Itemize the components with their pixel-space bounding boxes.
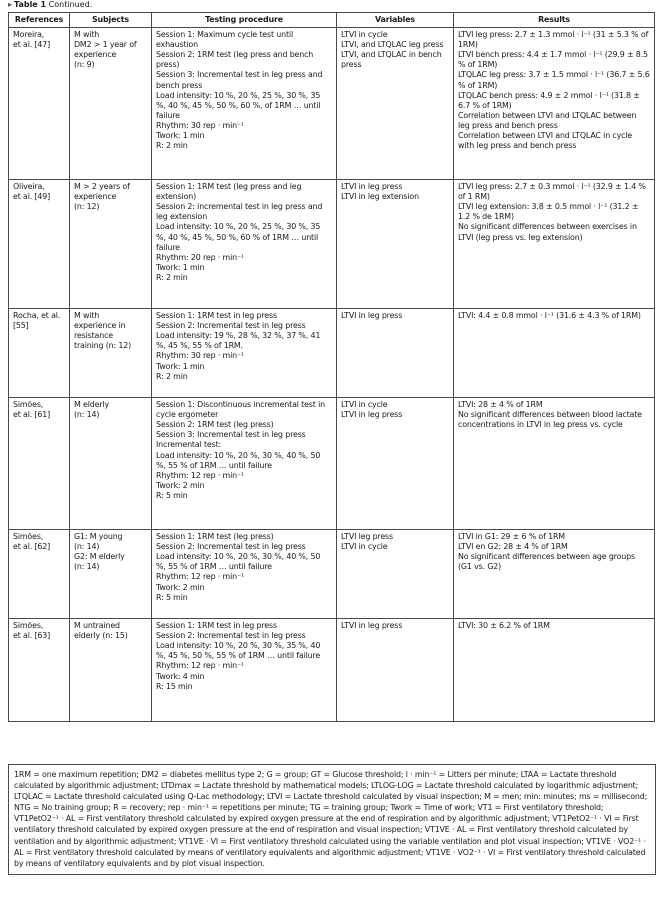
variables-cell [337, 309, 454, 398]
procedure-line: Session 1: 1RM test in leg press [156, 311, 277, 321]
caption-label: Table 1 [14, 0, 47, 9]
reference-cell [9, 28, 70, 180]
table-row [9, 530, 655, 619]
subjects-line: DM2 > 1 year of [74, 40, 137, 50]
procedure-line: Incremental test: [156, 440, 222, 450]
caption-text: Continued. [48, 0, 93, 9]
variables-line: LTVI in leg press [341, 621, 403, 631]
subjects-cell [70, 619, 152, 722]
subjects-line: (n: 14) [74, 410, 100, 420]
procedure-line: Twork: 2 min [156, 480, 205, 490]
procedure-line: Session 1: Maximum cycle test until exhaustion [156, 30, 293, 50]
procedure-line: Session 1: 1RM test (leg press) [156, 532, 274, 542]
reference-cell [9, 398, 70, 530]
procedure-line: Load intensity: 10 %, 20 %, 30 %, 35 %, 40 %, 45 %, 50 %, 55 % of 1RM … until failure [156, 641, 321, 661]
reference-line: et al. [63] [13, 631, 51, 641]
subjects-line: M > 2 years of [74, 182, 130, 192]
reference-line: et al. [49] [13, 192, 51, 202]
variables-cell [337, 28, 454, 180]
reference-cell [9, 619, 70, 722]
subjects-cell [70, 28, 152, 180]
header-testing-procedure: Testing procedure [152, 13, 337, 28]
results-cell [454, 530, 655, 619]
subjects-line: (n: 14) [74, 562, 100, 572]
table-caption [8, 0, 92, 10]
reference-line: et al. [62] [13, 542, 51, 552]
procedure-line: Session 2: Incremental test in leg press [156, 631, 306, 641]
subjects-line: G2: M elderly [74, 552, 125, 562]
variables-line: LTVI in leg press [341, 311, 403, 321]
header-results: Results [454, 13, 655, 28]
subjects-line: resistance [74, 331, 113, 341]
header-row [9, 13, 655, 28]
procedure-cell [152, 28, 337, 180]
results-line: LTVI leg press: 2.7 ± 0.3 mmol · l⁻¹ (32.9 ± 1.4 % of 1 RM) [458, 182, 646, 202]
variables-line: LTVI in cycle [341, 400, 388, 410]
results-line: Correlation between LTVI and LTQLAC between leg press and bench press [458, 110, 637, 130]
procedure-cell [152, 530, 337, 619]
reference-line: Rocha, et al. [13, 311, 61, 321]
results-cell [454, 180, 655, 309]
procedure-line: Load intensity: 10 %, 20 %, 25 %, 30 %, 35 %, 40 %, 45 %, 50 %, 60 %, of 1RM … until failure [156, 90, 321, 120]
procedure-cell [152, 180, 337, 309]
reference-line: et al. [61] [13, 410, 51, 420]
results-line: LTVI: 30 ± 6.2 % of 1RM [458, 621, 550, 631]
reference-line: [55] [13, 321, 29, 331]
procedure-cell [152, 398, 337, 530]
results-line: LTVI: 28 ± 4 % of 1RM [458, 400, 543, 410]
subjects-line: training (n: 12) [74, 341, 132, 351]
procedure-line: Twork: 2 min [156, 582, 205, 592]
reference-line: Simões, [13, 400, 44, 410]
variables-cell [337, 619, 454, 722]
variables-line: LTVI, and LTQLAC in bench press [341, 50, 442, 70]
table-row [9, 398, 655, 530]
variables-line: LTVI in cycle [341, 30, 388, 40]
subjects-line: elderly (n: 15) [74, 631, 128, 641]
results-line: LTVI leg extension: 3.8 ± 0.5 mmol · l⁻¹ (31.2 ± 1.2 % de 1RM) [458, 202, 639, 222]
subjects-cell [70, 398, 152, 530]
procedure-line: Session 1: 1RM test in leg press [156, 621, 277, 631]
variables-cell [337, 180, 454, 309]
results-cell [454, 398, 655, 530]
procedure-line: Session 3: Incremental test in leg press [156, 430, 306, 440]
table-row [9, 619, 655, 722]
procedure-line: R: 2 min [156, 272, 188, 282]
results-cell [454, 309, 655, 398]
subjects-line: M with [74, 311, 100, 321]
procedure-line: Session 2: 1RM test (leg press and bench press) [156, 50, 314, 70]
results-line: No significant differences between blood lactate concentrations in LTVI in leg press vs. cycle [458, 410, 642, 430]
procedure-line: Session 1: 1RM test (leg press and leg extension) [156, 182, 302, 202]
procedure-cell [152, 619, 337, 722]
reference-line: et al. [47] [13, 40, 51, 50]
reference-cell [9, 530, 70, 619]
reference-line: Moreira, [13, 30, 45, 40]
variables-line: LTVI in cycle [341, 542, 388, 552]
subjects-cell [70, 180, 152, 309]
caption-arrow-icon: ▸ [8, 0, 13, 9]
subjects-line: M elderly [74, 400, 109, 410]
results-line: No significant differences between exercises in LTVI (leg press vs. leg extension) [458, 222, 637, 242]
procedure-line: Twork: 1 min [156, 131, 205, 141]
variables-cell [337, 398, 454, 530]
procedure-line: Rhythm: 30 rep · min⁻¹ [156, 120, 245, 130]
table-row [9, 309, 655, 398]
procedure-line: Load intensity: 10 %, 20 %, 30 %, 40 %, 50 %, 55 % of 1RM … until failure [156, 552, 321, 572]
variables-line: LTVI, and LTQLAC leg press [341, 40, 444, 50]
subjects-line: (n: 12) [74, 202, 100, 212]
procedure-line: Session 1: Discontinuous incremental test in cycle ergometer [156, 400, 325, 420]
procedure-line: Session 2: 1RM test (leg press) [156, 420, 274, 430]
procedure-line: Rhythm: 12 rep · min⁻¹ [156, 661, 245, 671]
results-line: LTVI in G1: 29 ± 6 % of 1RM [458, 532, 565, 542]
procedure-line: Rhythm: 30 rep · min⁻¹ [156, 351, 245, 361]
reference-cell [9, 180, 70, 309]
reference-line: Simões, [13, 532, 44, 542]
header-subjects: Subjects [70, 13, 152, 28]
procedure-line: Session 2: incremental test in leg press and leg extension [156, 202, 323, 222]
procedure-line: R: 15 min [156, 681, 193, 691]
results-line: LTVI: 4.4 ± 0.8 mmol · l⁻¹ (31.6 ± 4.3 % of 1RM) [458, 311, 641, 321]
subjects-line: M untrained [74, 621, 120, 631]
procedure-line: Rhythm: 12 rep · min⁻¹ [156, 572, 245, 582]
header-references: References [9, 13, 70, 28]
procedure-line: R: 2 min [156, 371, 188, 381]
procedure-line: Rhythm: 12 rep · min⁻¹ [156, 470, 245, 480]
procedure-line: Twork: 1 min [156, 361, 205, 371]
variables-cell [337, 530, 454, 619]
results-line: Correlation between LTVI and LTQLAC in cycle with leg press and bench press [458, 131, 633, 151]
procedure-line: Rhythm: 20 rep · min⁻¹ [156, 252, 245, 262]
subjects-cell [70, 309, 152, 398]
variables-line: LTVI in leg press [341, 182, 403, 192]
procedure-line: R: 5 min [156, 490, 188, 500]
subjects-line: (n: 14) [74, 542, 100, 552]
results-line: LTVI bench press: 4.4 ± 1.7 mmol · l⁻¹ (29.9 ± 8.5 % of 1RM) [458, 50, 648, 70]
results-table [8, 12, 655, 722]
variables-line: LTVI in leg press [341, 410, 403, 420]
subjects-line: (n: 9) [74, 60, 95, 70]
subjects-cell [70, 530, 152, 619]
procedure-line: Session 2: Incremental test in leg press [156, 321, 306, 331]
procedure-line: Session 2: Incremental test in leg press [156, 542, 306, 552]
table-row [9, 28, 655, 180]
reference-cell [9, 309, 70, 398]
variables-line: LTVI in leg extension [341, 192, 419, 202]
procedure-cell [152, 309, 337, 398]
table-row [9, 180, 655, 309]
procedure-line: Load intensity: 10 %, 20 %, 25 %, 30 %, 35 %, 40 %, 45 %, 50 %, 60 % of 1RM … until failure [156, 222, 321, 252]
subjects-line: M with [74, 30, 100, 40]
reference-line: Oliveira, [13, 182, 45, 192]
subjects-line: experience [74, 50, 117, 60]
subjects-line: experience in [74, 321, 126, 331]
procedure-line: Load intensity: 19 %, 28 %, 32 %, 37 %, 41 %, 45 %, 55 % of 1RM. [156, 331, 321, 351]
procedure-line: Twork: 1 min [156, 262, 205, 272]
results-cell [454, 28, 655, 180]
header-variables: Variables [337, 13, 454, 28]
results-line: LTQLAC leg press: 3.7 ± 1.5 mmol · l⁻¹ (36.7 ± 5.6 % of 1RM) [458, 70, 650, 90]
procedure-line: R: 2 min [156, 141, 188, 151]
procedure-line: Session 3: Incremental test in leg press and bench press [156, 70, 323, 90]
results-line: LTVI en G2: 28 ± 4 % of 1RM [458, 542, 568, 552]
subjects-line: experience [74, 192, 117, 202]
reference-line: Simões, [13, 621, 44, 631]
subjects-line: G1: M young [74, 532, 123, 542]
variables-line: LTVI leg press [341, 532, 393, 542]
results-cell [454, 619, 655, 722]
results-line: No significant differences between age groups (G1 vs. G2) [458, 552, 635, 572]
procedure-line: R: 5 min [156, 592, 188, 602]
table-footnote: 1RM = one maximum repetition; DM2 = diabetes mellitus type 2; G = group; GT = Glucose threshold; l · min⁻¹ = Litters per minute; LTAA = Lactate threshold calculated by algorithmic adjustment; LTDmax = Lactate threshold by mathematical models; LTLOG-LOG = Lactate threshold calculated by logarithmic adjustment; LTQLAC = Lactate threshold calculated using Q-Lac methodology; LTVI = Lactate threshold calculated by visual inspection; M = men; min: minutes; ms = millisecond; NTG = No training group; R = recovery; rep · min⁻¹ = repetitions per minute; TG = training group; Twork = Time of work; VT1 = First ventilatory threshold; VT1PetO2⁻¹ · AL = First ventilatory threshold calculated by expired oxygen pressure at the end of respiration and by algorithmic adjustment; VT1PetO2⁻¹ · VI = First ventilatory threshold calculated by expired oxygen pressure at the end of respiration and visual inspection; VT1VE · AL = First ventilatory threshold calculated by ventilation and by algorithmic adjustment; VT1VE · VI = First ventilatory threshold calculated using the variable ventilation and plot visual inspection; VT1VE · VO2⁻¹ · AL = First ventilatory threshold calculated by means of ventilatory equivalents and algorithmic adjustment; VT1VE · VO2⁻¹ · VI = First ventilatory threshold calculated by means of ventilatory equivalents and by plot visual inspection. [8, 764, 656, 875]
procedure-line: Load intensity: 10 %, 20 %, 30 %, 40 %, 50 %, 55 % of 1RM … until failure [156, 450, 321, 470]
results-line: LTQLAC bench press: 4.9 ± 2 mmol · l⁻¹ (31.8 ± 6.7 % of 1RM) [458, 90, 640, 110]
procedure-line: Twork: 4 min [156, 671, 205, 681]
results-line: LTVI leg press: 2.7 ± 1.3 mmol · l⁻¹ (31 ± 5.3 % of 1RM) [458, 30, 649, 50]
